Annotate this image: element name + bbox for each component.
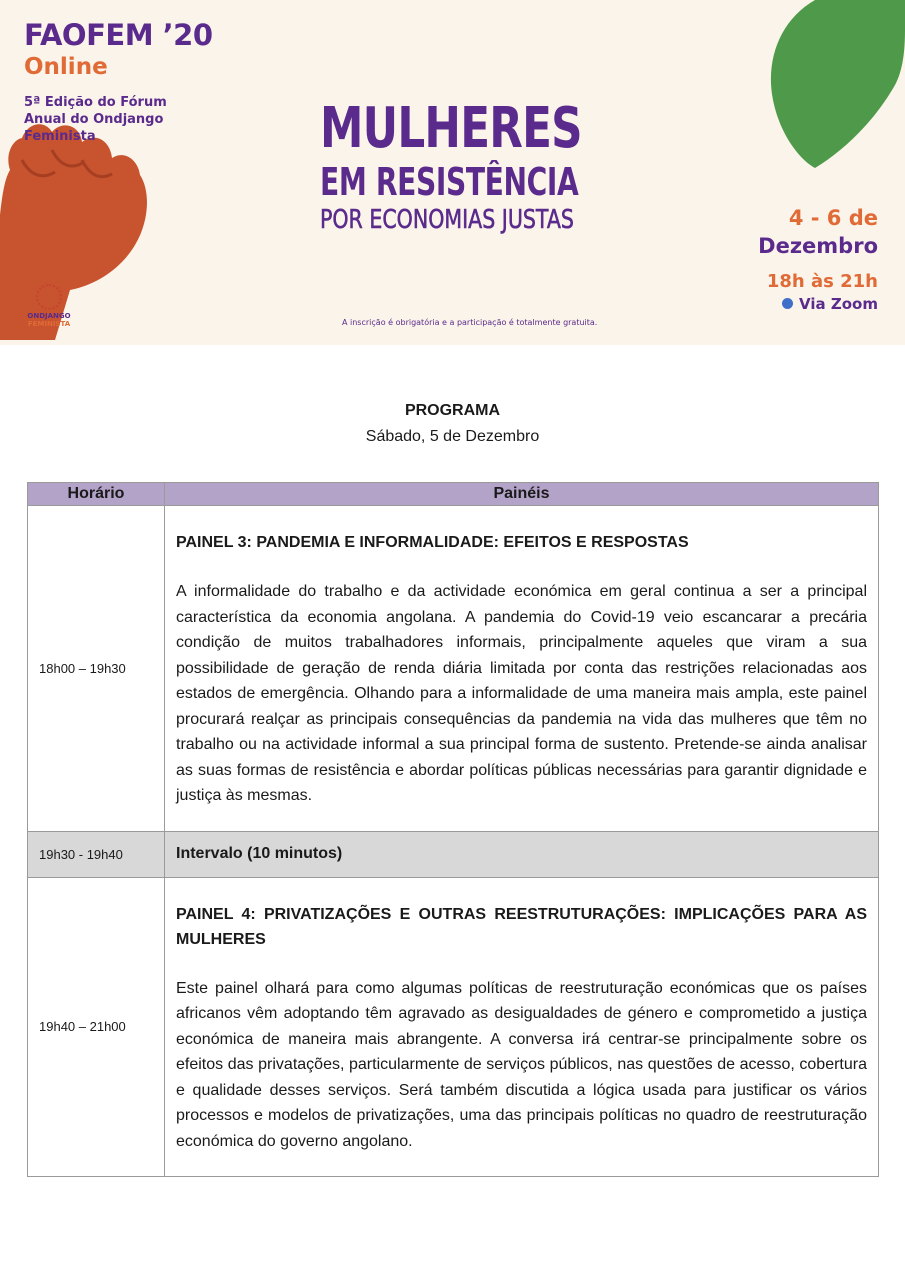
panel-cell	[165, 506, 879, 832]
row-time: 19h30 - 19h40	[28, 831, 165, 877]
row-time: 19h40 – 21h00	[28, 877, 165, 1177]
header-time: Horário	[28, 483, 165, 506]
table-header-row	[28, 483, 879, 506]
logo-mark-icon	[36, 284, 62, 310]
zoom-icon	[782, 298, 793, 309]
green-leaf-illustration	[755, 0, 905, 170]
break-label: Intervalo (10 minutos)	[165, 831, 879, 877]
event-dates	[758, 204, 878, 314]
panel-cell	[165, 877, 879, 1177]
programme-title: PROGRAMA	[404, 402, 501, 419]
headline-line-3: POR ECONOMIAS JUSTAS	[320, 205, 574, 235]
brand-subtitle: Online	[24, 54, 108, 80]
registration-footnote: A inscrição é obrigatória e a participação é totalmente gratuita.	[342, 318, 598, 327]
date-range: 4 - 6 de	[788, 206, 878, 230]
panel-title: PAINEL 4: PRIVATIZAÇÕES E OUTRAS REESTRUTURAÇÕES: IMPLICAÇÕES PARA AS MULHERES	[176, 905, 867, 948]
table-row	[28, 506, 879, 832]
platform-label: Via Zoom	[799, 295, 878, 313]
panel-description: A informalidade do trabalho e da actividade económica em geral continua a ser a principal característica da economia angolana. A pandemia do Covid-19 veio escancarar a precária condição de muitos trabalhadores informais, principalmente aqueles que viram a sua possibilidade de geração de renda diária limitada por conta das restrições relacionadas aos estados de emergência. Olhando para a informalidade de uma maneira mais ampla, este painel procurará realçar as principais consequências da pandemia na vida das mulheres que têm no trabalho ou na actividade informal a sua principal forma de sustento. Pretende-se ainda analisar as suas formas de resistência e abordar políticas públicas necessárias para garantir dignidade e justiça às mesmas.	[176, 583, 867, 804]
date-month: Dezembro	[758, 234, 878, 258]
logo-text-1: ONDJANGO	[27, 312, 71, 320]
schedule-table	[27, 482, 879, 1177]
headline-line-1: MULHERES	[320, 96, 582, 161]
table-row-break	[28, 831, 879, 877]
row-time: 18h00 – 19h30	[28, 506, 165, 832]
time-range: 18h às 21h	[766, 271, 878, 292]
platform	[758, 294, 878, 314]
panel-title: PAINEL 3: PANDEMIA E INFORMALIDADE: EFEITOS E RESPOSTAS	[176, 534, 689, 551]
event-banner	[0, 0, 905, 345]
brand-title: FAOFEM ’20	[24, 18, 213, 52]
event-headline	[320, 98, 620, 236]
logo-text-2: FEMINISTA	[27, 320, 71, 328]
programme-date: Sábado, 5 de Dezembro	[365, 428, 540, 445]
header-panels: Painéis	[165, 483, 879, 506]
panel-description: Este painel olhará para como algumas políticas de reestruturação económicas que os países africanos vêm adoptando têm agravado as desigualdades de género e comprometido a justiça económica de maneira mais abrangente. A conversa irá centrar-se principalmente sobre os efeitos das privatações, particularmente de serviços públicos, nas questões de acesso, cobertura e qualidade desses serviços. Será também discutida a lógica usada para justificar os vários processos e modelos de privatizações, uma das principais políticas no quadro de reestruturação económica do governo angolano.	[176, 979, 867, 1150]
brand-description: 5ª Edição do Fórum Anual do Ondjango Feminista	[24, 95, 167, 144]
table-row	[28, 877, 879, 1177]
headline-line-2: EM RESISTÊNCIA	[320, 160, 579, 204]
ondjango-feminista-logo	[24, 284, 74, 328]
